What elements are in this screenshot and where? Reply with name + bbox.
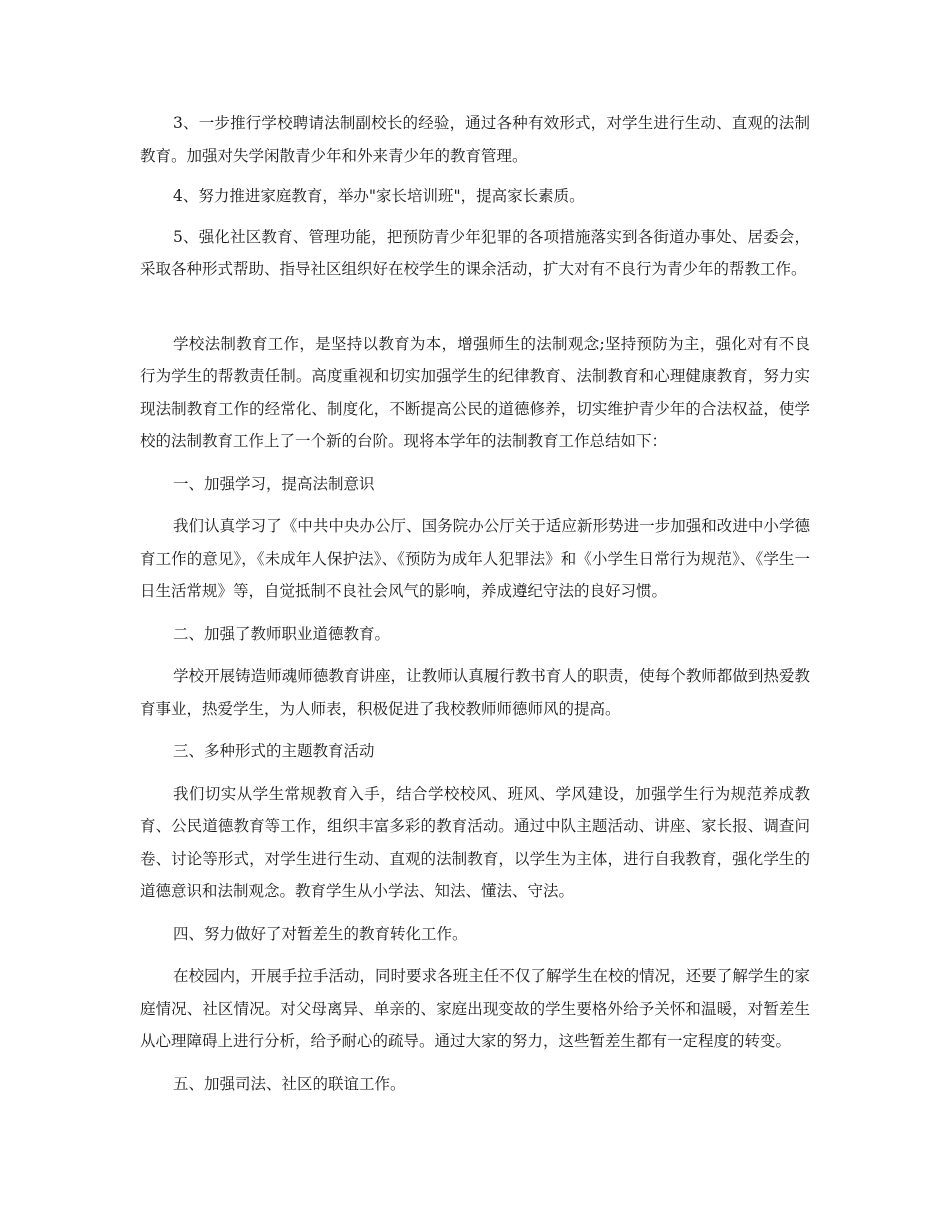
section-heading-3: 三、多种形式的主题教育活动 [173, 742, 375, 760]
paragraph-item-5: 5、强化社区教育、管理功能，把预防青少年犯罪的各项措施落实到各街道办事处、居委会，采取各种形式帮助、指导社区组织好在校学生的课余活动，扩大对有不良行为青少年的帮教工作。 [140, 227, 810, 278]
section-body-3: 我们切实从学生常规教育入手，结合学校校风、班风、学风建设，加强学生行为规范养成教育、公民道德教育等工作，组织丰富多彩的教育活动。通过中队主题活动、讲座、家长报、调查问卷、讨论等形式，对学生进行生动、直观的法制教育，以学生为主体，进行自我教育，强化学生的道德意识和法制观念。教育学生从小学法、知法、懂法、守法。 [140, 784, 810, 900]
paragraph-item-4: 4、努力推进家庭教育，举办"家长培训班"，提高家长素质。 [173, 187, 585, 205]
document-page [140, 107, 810, 1100]
paragraph-item-3: 3、一步推行学校聘请法制副校长的经验，通过各种有效形式，对学生进行生动、直观的法制教育。加强对失学闲散青少年和外来青少年的教育管理。 [140, 114, 810, 165]
section-heading-4: 四、努力做好了对暂差生的教育转化工作。 [173, 924, 468, 943]
section-body-1: 我们认真学习了《中共中央办公厅、国务院办公厅关于适应新形势进一步加强和改进中小学德育工作的意见》，《未成年人保护法》、《预防为成年人犯罪法》和《小学生日常行为规范》、《学生一日生活常规》等，自觉抵制不良社会风气的影响，养成遵纪守法的良好习惯。 [140, 517, 810, 600]
section-heading-5: 五、加强司法、社区的联谊工作。 [173, 1074, 406, 1093]
section-body-4: 在校园内，开展手拉手活动，同时要求各班主任不仅了解学生在校的情况，还要了解学生的家庭情况、社区情况。对父母离异、单亲的、家庭出现变故的学生要格外给予关怀和温暖，对暂差生从心理障碍上进行分析，给予耐心的疏导。通过大家的努力，这些暂差生都有一定程度的转变。 [140, 967, 810, 1050]
section-heading-1: 一、加强学习，提高法制意识 [173, 474, 375, 493]
section-body-2: 学校开展铸造师魂师德教育讲座，让教师认真履行教书育人的职责，使每个教师都做到热爱教育事业，热爱学生，为人师表，积极促进了我校教师师德师风的提高。 [140, 667, 810, 718]
summary-intro-paragraph: 学校法制教育工作，是坚持以教育为本，增强师生的法制观念;坚持预防为主，强化对有不良行为学生的帮教责任制。高度重视和切实加强学生的纪律教育、法制教育和心理健康教育，努力实现法制教育工作的经常化、制度化，不断提高公民的道德修养，切实维护青少年的合法权益，使学校的法制教育工作上了一个新的台阶。现将本学年的法制教育工作总结如下： [140, 334, 810, 450]
section-heading-2: 二、加强了教师职业道德教育。 [173, 624, 391, 643]
